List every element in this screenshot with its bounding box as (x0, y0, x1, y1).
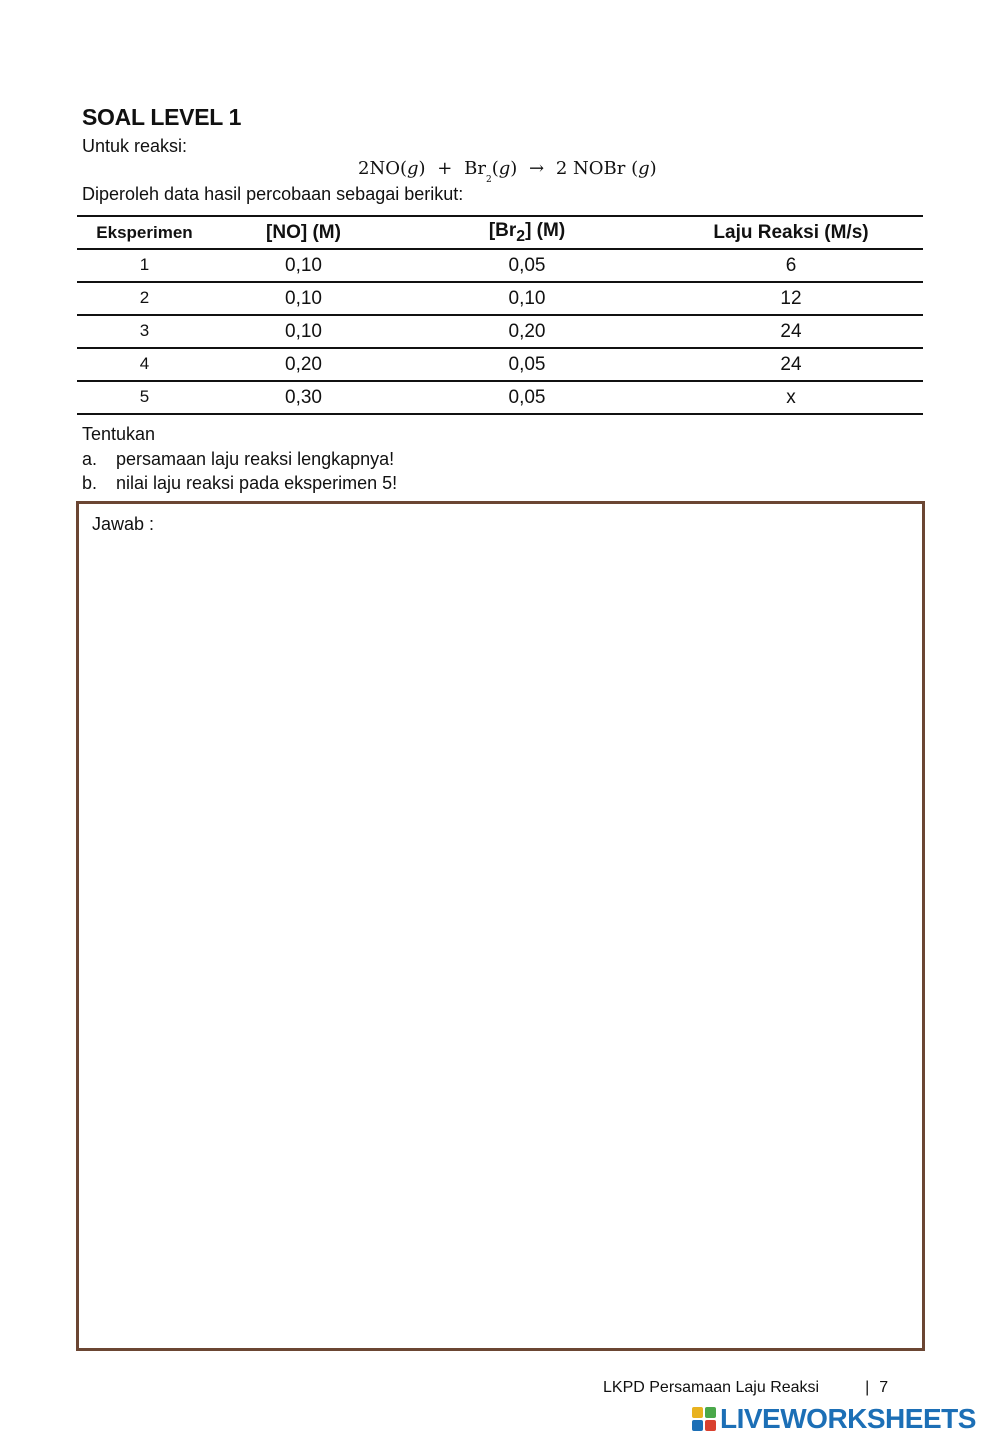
experiment-data-table (77, 215, 923, 415)
equation-reactant2: Br (464, 158, 486, 179)
table-header-row (77, 216, 923, 249)
answer-box[interactable] (76, 501, 925, 1351)
cell-experiment: 3 (77, 315, 212, 348)
equation-arrow: → (529, 158, 545, 179)
equation-paren: ) (649, 158, 657, 179)
task-marker: a. (82, 449, 98, 469)
equation-paren: ) (418, 158, 426, 179)
header-br-prefix: [Br (488, 219, 517, 241)
task-item-a (82, 449, 394, 470)
footer-doc-title: LKPD Persamaan Laju Reaksi (603, 1379, 820, 1396)
cell-no: 0,20 (212, 348, 395, 381)
cell-br: 0,05 (395, 381, 659, 414)
cell-rate: 24 (659, 348, 923, 381)
equation-paren: ( (491, 158, 499, 179)
cell-no: 0,10 (212, 282, 395, 315)
equation-subscript: 2 (485, 175, 492, 185)
data-intro-text: Diperoleh data hasil percobaan sebagai berikut: (82, 184, 464, 204)
logo-tile (705, 1420, 716, 1431)
equation-state: g (498, 158, 511, 179)
header-br-subscript: 2 (516, 227, 526, 245)
reaction-equation (358, 158, 657, 185)
header-br (395, 216, 659, 249)
cell-experiment: 5 (77, 381, 212, 414)
task-text: nilai laju reaksi pada eksperimen 5! (116, 473, 398, 493)
liveworksheets-brand[interactable] (692, 1403, 976, 1435)
equation-paren: ) (510, 158, 518, 179)
brand-name: LIVEWORKSHEETS (720, 1403, 976, 1434)
table-row (77, 249, 923, 282)
cell-rate: x (659, 381, 923, 414)
logo-tile (705, 1407, 716, 1418)
task-marker: b. (82, 473, 98, 493)
task-text: persamaan laju reaksi lengkapnya! (116, 449, 395, 469)
equation-state: g (406, 158, 419, 179)
cell-br: 0,20 (395, 315, 659, 348)
cell-br: 0,05 (395, 348, 659, 381)
cell-rate: 12 (659, 282, 923, 315)
page-title: SOAL LEVEL 1 (82, 104, 242, 130)
cell-no: 0,30 (212, 381, 395, 414)
task-item-b (82, 473, 397, 494)
table-row (77, 381, 923, 414)
cell-experiment: 2 (77, 282, 212, 315)
liveworksheets-logo-icon (692, 1407, 716, 1431)
cell-no: 0,10 (212, 315, 395, 348)
cell-br: 0,05 (395, 249, 659, 282)
cell-br: 0,10 (395, 282, 659, 315)
cell-no: 0,10 (212, 249, 395, 282)
equation-reactant1: 2NO( (358, 158, 407, 179)
equation-product: 2 NOBr ( (555, 158, 639, 179)
header-rate: Laju Reaksi (M/s) (659, 216, 923, 249)
cell-experiment: 4 (77, 348, 212, 381)
page-footer (603, 1379, 888, 1397)
table-row (77, 315, 923, 348)
answer-label: Jawab : (92, 514, 155, 534)
header-br-suffix: ] (M) (525, 219, 566, 241)
header-no: [NO] (M) (212, 216, 395, 249)
table-row (77, 348, 923, 381)
footer-page-number: 7 (879, 1379, 889, 1396)
cell-rate: 6 (659, 249, 923, 282)
logo-tile (692, 1407, 703, 1418)
logo-tile (692, 1420, 703, 1431)
cell-experiment: 1 (77, 249, 212, 282)
header-experiment: Eksperimen (77, 216, 212, 249)
table-row (77, 282, 923, 315)
intro-text: Untuk reaksi: (82, 136, 188, 156)
equation-plus: + (437, 158, 453, 179)
equation-state: g (638, 158, 650, 179)
task-title: Tentukan (82, 424, 156, 444)
footer-separator: | (865, 1379, 870, 1396)
cell-rate: 24 (659, 315, 923, 348)
